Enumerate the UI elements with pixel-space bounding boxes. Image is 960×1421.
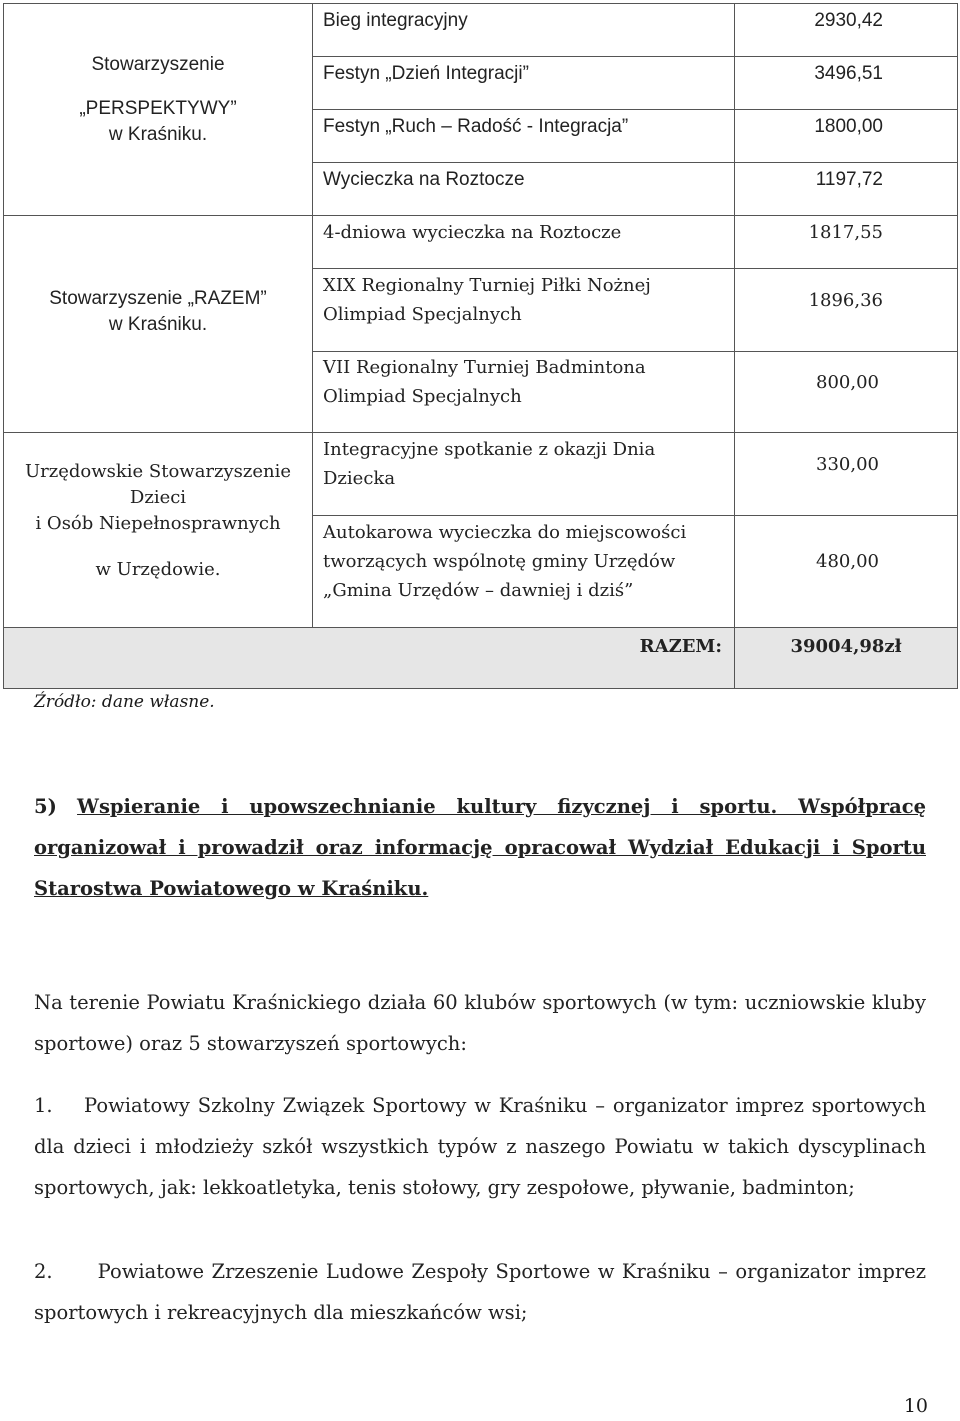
event-cell: Autokarowa wycieczka do miejscowości xyxy=(323,522,687,543)
list-item-text: Powiatowy Szkolny Związek Sportowy w Kraśniku – organizator imprez sportowych dla dzieci i młodzieży szkół wszystkich typów z naszego Powiatu w takich dyscyplinach sportowych, jak: lekkoatletyka, tenis stołowy, gry zespołowe, pływanie, badminton; xyxy=(34,1094,926,1199)
total-value: 39004,98zł xyxy=(790,636,902,657)
amount-cell: 1197,72 xyxy=(815,169,883,190)
org-razem-line2: w Kraśniku. xyxy=(108,314,208,335)
amount-cell: 1800,00 xyxy=(814,116,883,137)
event-cell: Olimpiad Specjalnych xyxy=(323,386,522,407)
event-cell: Wycieczka na Roztocze xyxy=(323,169,525,190)
section-5-heading xyxy=(34,786,926,909)
event-cell: Festyn „Ruch – Radość - Integracja” xyxy=(323,116,629,137)
intro-paragraph: Na terenie Powiatu Kraśnickiego działa 60 klubów sportowych (w tym: uczniowskie kluby sportowe) oraz 5 stowarzyszeń sportowych: xyxy=(34,991,926,1055)
amount-cell: 800,00 xyxy=(816,372,879,393)
event-cell: 4-dniowa wycieczka na Roztocze xyxy=(323,222,622,243)
amount-cell: 480,00 xyxy=(816,551,879,572)
event-cell: Integracyjne spotkanie z okazji Dnia xyxy=(323,439,656,460)
amount-cell: 1817,55 xyxy=(808,222,883,243)
event-cell: „Gmina Urzędów – dawniej i dziś” xyxy=(323,580,634,601)
section-title: Wspieranie i upowszechnianie kultury fizycznej i sportu. Współpracę organizował i prowadził oraz informację opracował Wydział Edukacji i Sportu Starostwa Powiatowego w Kraśniku. xyxy=(34,795,927,900)
org-perspektywy-line1: Stowarzyszenie xyxy=(91,54,225,75)
list-item xyxy=(34,1251,926,1333)
list-item-number: 1. xyxy=(34,1094,53,1117)
amount-cell: 3496,51 xyxy=(814,63,883,84)
list-item xyxy=(34,1085,926,1208)
event-cell: Festyn „Dzień Integracji” xyxy=(323,63,529,84)
org-urzedowskie-line2: Dzieci xyxy=(129,487,187,508)
org-urzedowskie-line3: i Osób Niepełnosprawnych xyxy=(35,513,281,534)
amount-cell: 2930,42 xyxy=(814,10,883,31)
event-cell: VII Regionalny Turniej Badmintona xyxy=(323,357,646,378)
page-number: 10 xyxy=(903,1395,928,1417)
amount-cell: 1896,36 xyxy=(808,290,883,311)
event-cell: tworzących wspólnotę gminy Urzędów xyxy=(323,551,676,572)
org-perspektywy-line2: „PERSPEKTYWY” xyxy=(79,98,237,119)
org-perspektywy-line3: w Kraśniku. xyxy=(108,124,208,145)
org-urzedowskie-line4: w Urzędowie. xyxy=(95,559,221,580)
total-label: RAZEM: xyxy=(639,636,722,657)
source-note: Źródło: dane własne. xyxy=(34,692,215,712)
list-item-number: 2. xyxy=(34,1260,53,1283)
section-number: 5) xyxy=(34,795,57,818)
grants-table xyxy=(0,0,960,690)
event-cell: XIX Regionalny Turniej Piłki Nożnej xyxy=(323,275,651,296)
org-urzedowskie-line1: Urzędowskie Stowarzyszenie xyxy=(24,461,292,482)
amount-cell: 330,00 xyxy=(816,454,879,475)
org-razem-line1: Stowarzyszenie „RAZEM” xyxy=(49,288,267,309)
event-cell: Dziecka xyxy=(323,468,396,489)
event-cell: Olimpiad Specjalnych xyxy=(323,304,522,325)
list-item-text: Powiatowe Zrzeszenie Ludowe Zespoły Sportowe w Kraśniku – organizator imprez sportowych i rekreacyjnych dla mieszkańców wsi; xyxy=(34,1260,926,1324)
event-cell: Bieg integracyjny xyxy=(323,10,468,31)
